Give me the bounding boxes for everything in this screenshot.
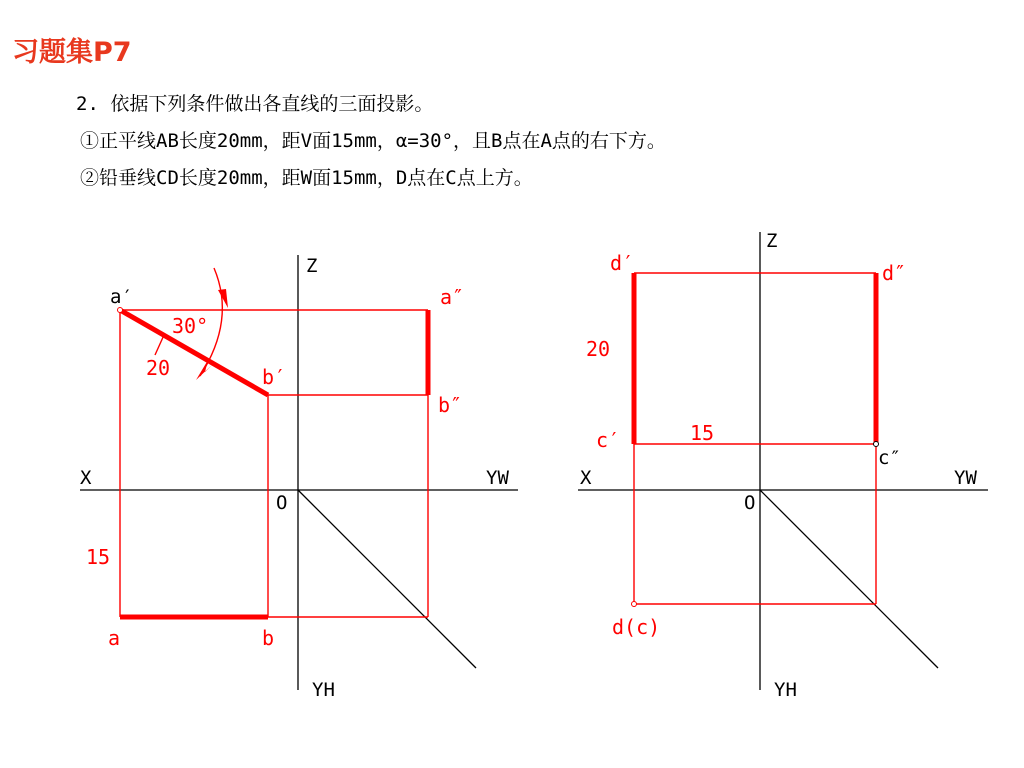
right-45-degree-line (760, 490, 938, 668)
right-x-label: X (580, 467, 592, 489)
slide-title: 习题集P7 (12, 37, 132, 68)
label-length-right: 20 (586, 337, 611, 361)
point-dc-top-marker (632, 602, 637, 607)
point-a-front-marker (118, 308, 123, 313)
right-yw-label: YW (954, 467, 977, 489)
left-length-leader (155, 335, 164, 355)
label-b-top: b (262, 626, 275, 650)
left-origin-label: O (276, 492, 288, 514)
left-z-label: Z (306, 255, 318, 277)
right-yh-label: YH (774, 679, 797, 701)
label-a-side: a″ (440, 285, 465, 309)
right-diagram (578, 230, 988, 701)
label-b-front: b′ (262, 365, 287, 389)
label-b-side: b″ (438, 393, 463, 417)
right-z-label: Z (766, 230, 778, 252)
point-c-side-marker (874, 442, 879, 447)
label-dc-top: d(c) (612, 615, 661, 639)
left-yw-label: YW (486, 467, 509, 489)
task-item-1: ①正平线AB长度20mm，距V面15mm，α=30°，且B点在A点的右下方。 (80, 130, 666, 152)
right-origin-label: O (744, 492, 756, 514)
label-distance: 15 (86, 545, 111, 569)
label-a-top: a (108, 626, 121, 650)
left-yh-label: YH (312, 679, 335, 701)
left-x-label: X (80, 467, 92, 489)
label-c-side: c″ (878, 447, 901, 469)
label-distance-right: 15 (690, 421, 715, 445)
label-angle: 30° (172, 314, 209, 338)
label-d-side: d″ (882, 261, 907, 285)
left-diagram (80, 255, 518, 701)
label-d-front: d′ (610, 251, 635, 275)
left-45-degree-line (298, 490, 476, 668)
task-heading: 2. 依据下列条件做出各直线的三面投影。 (76, 93, 434, 115)
label-length: 20 (146, 356, 171, 380)
task-item-2: ②铅垂线CD长度20mm，距W面15mm，D点在C点上方。 (80, 167, 533, 189)
label-c-front: c′ (596, 428, 621, 452)
label-a-front: a′ (110, 286, 133, 308)
